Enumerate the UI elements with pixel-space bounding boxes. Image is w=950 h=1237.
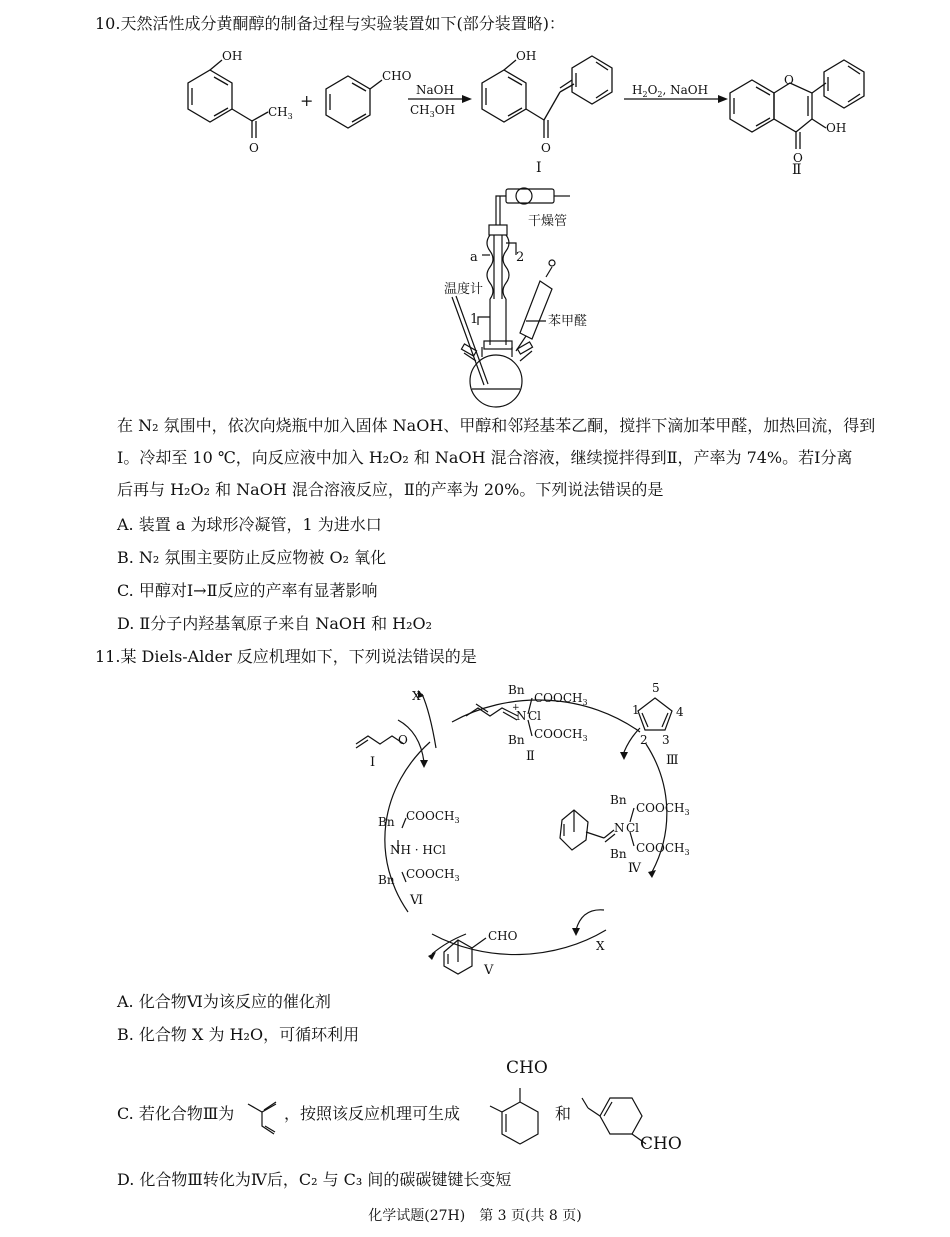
bn-label: Bn <box>508 683 525 697</box>
carbon-1: 1 <box>632 703 640 717</box>
q10-option-a: A. 装置 a 为球形冷凝管，1 为进水口 <box>117 515 382 534</box>
label-I: Ⅰ <box>536 160 542 176</box>
o-label-I: O <box>541 141 551 155</box>
thermometer-label: 温度计 <box>444 282 484 297</box>
n-label: N <box>516 709 527 723</box>
q11-option-c-and: 和 <box>555 1104 572 1123</box>
carbon-3: 3 <box>662 733 670 747</box>
oh-label-I: OH <box>516 49 537 63</box>
cho-bottom-label: CHO <box>640 1134 682 1154</box>
drying-tube-label: 干燥管 <box>528 214 568 229</box>
bn-label: Bn <box>610 793 627 807</box>
q11-option-b: B. 化合物 X 为 H₂O，可循环利用 <box>117 1025 360 1044</box>
cooch3-label: $COOCH_3$ <box>534 727 588 743</box>
q11-catalytic-cycle <box>0 672 950 992</box>
q11-option-c-middle: ，按照该反应机理可生成 <box>284 1104 461 1123</box>
charge-plus: + <box>512 703 520 713</box>
n-label: N <box>614 821 625 835</box>
q10-option-b: B. N₂ 氛围主要防止反应物被 O₂ 氧化 <box>117 548 387 567</box>
isoprene-structure <box>244 1090 284 1140</box>
x-label-top: X <box>412 689 421 703</box>
condenser-label-a: a <box>470 250 478 265</box>
q10-option-d: D. Ⅱ分子内羟基氧原子来自 NaOH 和 H₂O₂ <box>117 614 433 633</box>
q10-paragraph <box>117 410 937 506</box>
bn-label: Bn <box>508 733 525 747</box>
o-label-I: O <box>398 733 408 747</box>
plus-sign: + <box>300 91 314 110</box>
bn-label: Bn <box>378 815 395 829</box>
carbon-2: 2 <box>640 733 648 747</box>
cooch3-label: $COOCH_3$ <box>636 841 690 857</box>
q10-paragraph-line: 后再与 H₂O₂ 和 NaOH 混合溶液反应，Ⅱ的产率为 20%。下列说法错误的是 <box>117 480 664 499</box>
q10-apparatus <box>0 185 950 405</box>
cooch3-label: $COOCH_3$ <box>406 809 460 825</box>
oh-label: OH <box>222 49 243 63</box>
page-footer: 化学试题(27H) 第 3 页(共 8 页) <box>368 1208 582 1224</box>
q11-option-c-prefix: C. 若化合物Ⅲ为 <box>117 1104 235 1123</box>
nh-hcl-label: NH · HCl <box>390 843 446 857</box>
carbon-4: 4 <box>676 705 684 719</box>
q10-option-c: C. 甲醇对Ⅰ→Ⅱ反应的产率有显著影响 <box>117 581 378 600</box>
cl-label: Cl <box>626 821 640 835</box>
q11-stem: 11.某 Diels-Alder 反应机理如下，下列说法错误的是 <box>95 647 477 666</box>
cond2: $H_2O_2$, NaOH <box>632 83 709 99</box>
o-label-II: O <box>793 151 803 165</box>
cho-top-label: CHO <box>506 1058 548 1078</box>
ring-o-label: O <box>784 73 794 87</box>
benzaldehyde-label: 苯甲醛 <box>548 314 588 329</box>
cooch3-label: $COOCH_3$ <box>534 691 588 707</box>
cond1-bottom: $CH_3OH$ <box>410 103 456 119</box>
cho-label: CHO <box>382 69 412 83</box>
bn-label: Bn <box>378 873 395 887</box>
cho-label-V: CHO <box>488 929 518 943</box>
carbon-5: 5 <box>652 681 660 695</box>
label-III: Ⅲ <box>666 753 679 768</box>
o-label: O <box>249 141 259 155</box>
ch3-label: $CH_3$ <box>268 105 293 121</box>
label-I: Ⅰ <box>370 755 376 770</box>
cond1-top: NaOH <box>416 83 454 97</box>
outlet-label-2: 2 <box>516 250 525 265</box>
inlet-label-1: 1 <box>470 312 479 327</box>
q10-paragraph-line: Ⅰ。冷却至 10 ℃，向反应液中加入 H₂O₂ 和 NaOH 混合溶液，继续搅拌得到Ⅱ，产率为 74%。若Ⅰ分离 <box>117 448 853 467</box>
q10-stem: 10.天然活性成分黄酮醇的制备过程与实验装置如下(部分装置略)： <box>95 14 565 33</box>
label-II: Ⅱ <box>526 749 535 764</box>
cl-label: Cl <box>528 709 542 723</box>
bn-label: Bn <box>610 847 627 861</box>
q10-paragraph-line: 在 N₂ 氛围中，依次向烧瓶中加入固体 NaOH、甲醇和邻羟基苯乙酮，搅拌下滴加苯甲醛，加热回流，得到 <box>117 416 876 435</box>
label-II: Ⅱ <box>792 162 802 178</box>
q11-option-a: A. 化合物Ⅵ为该反应的催化剂 <box>117 992 331 1011</box>
oh-label-II: OH <box>826 121 847 135</box>
label-VI: Ⅵ <box>410 893 424 908</box>
label-V: Ⅴ <box>484 963 494 978</box>
product-structure-1 <box>480 1080 560 1160</box>
cooch3-label: $COOCH_3$ <box>636 801 690 817</box>
label-IV: Ⅳ <box>628 861 641 876</box>
cooch3-label: $COOCH_3$ <box>406 867 460 883</box>
x-label-bottom: X <box>596 939 605 953</box>
q11-option-d: D. 化合物Ⅲ转化为Ⅳ后，C₂ 与 C₃ 间的碳碳键键长变短 <box>117 1170 512 1189</box>
